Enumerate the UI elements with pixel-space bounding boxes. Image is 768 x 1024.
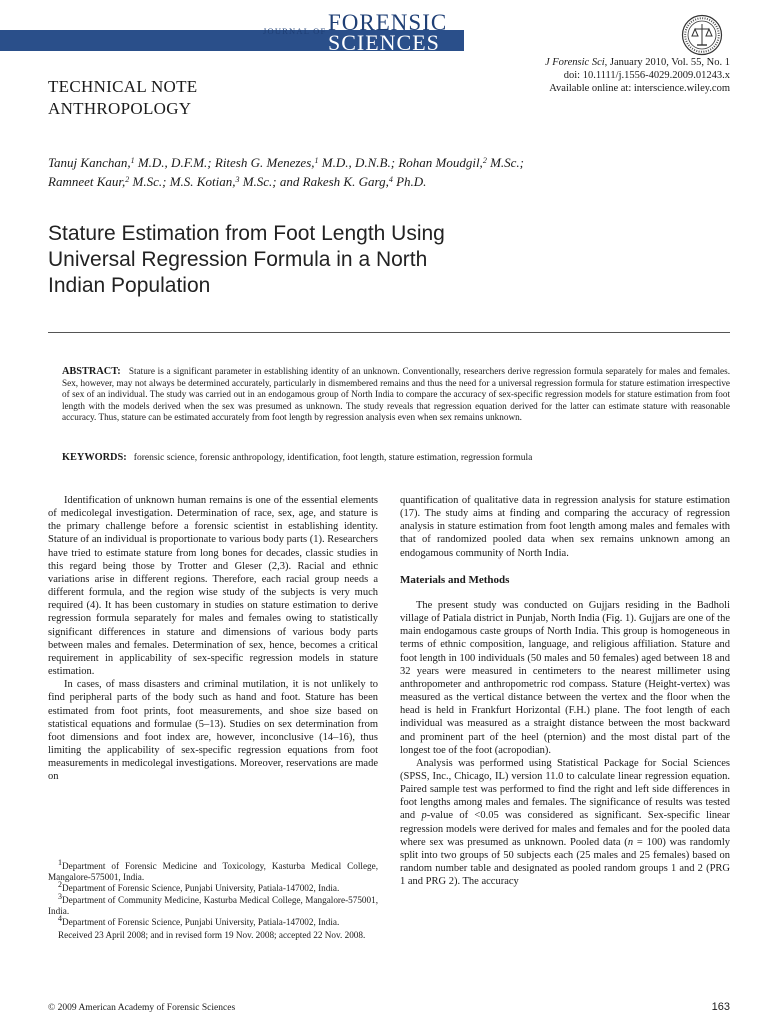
author-name: Ramneet Kaur, bbox=[48, 174, 126, 189]
journal-name-forensic: FORENSIC bbox=[328, 10, 448, 35]
affiliation-text: Department of Forensic Medicine and Toxicology, Kasturba Medical College, Mangalore-575001, India. bbox=[48, 861, 378, 883]
affiliation-note bbox=[48, 891, 378, 917]
affiliation-text: Department of Forensic Science, Punjabi University, Patiala-147002, India. bbox=[62, 917, 340, 928]
affiliation-marker: 4 bbox=[388, 175, 393, 184]
title-line: Indian Population bbox=[48, 274, 211, 297]
body-column-left bbox=[48, 494, 378, 783]
author-degrees: M.D., D.N.B.; bbox=[318, 155, 399, 170]
affiliation-marker: 2 bbox=[58, 880, 62, 890]
affiliation-note bbox=[48, 914, 378, 928]
title-divider bbox=[48, 332, 730, 333]
affiliation-marker: 2 bbox=[125, 175, 130, 184]
author-name: M.S. Kotian, bbox=[169, 174, 236, 189]
academy-seal-icon bbox=[681, 14, 723, 56]
author-list bbox=[48, 153, 738, 191]
affiliation-marker: 3 bbox=[235, 175, 240, 184]
section-discipline: ANTHROPOLOGY bbox=[48, 99, 192, 118]
paragraph: In cases, of mass disasters and criminal mutilation, it is not unlikely to find peripheral parts of the body such as hand and foot. Stature has been estimated from foot prints, foot measurements, and shoe size based on statistical equations and formulae (5–13). Studies on sex determination from foot dimensions and foot index are, however, inconclusive (14–16), thus limiting the applicability of sex-specific regression equations from foot measurements in medicolegal investigations. Moreover, reservations are made on bbox=[48, 679, 378, 783]
affiliations bbox=[48, 858, 378, 941]
article-title bbox=[48, 221, 568, 299]
received-dates: Received 23 April 2008; and in revised form 19 Nov. 2008; accepted 22 Nov. 2008. bbox=[58, 930, 366, 941]
affiliation-marker: 2 bbox=[482, 156, 487, 165]
abstract-text: Stature is a significant parameter in establishing identity of an unknown. Conventionally, researchers derive regression formula separately for males and females. Sex, however, may not always be determined accurately, particularly in dismembered remains and thus the need for a universal regression formula for stature estimation irrespective of sex of an individual. The study was carried out in an endogamous group of North India to compare the accuracy of sex-specific regression models for stature estimation from foot length with the models derived when the sex was presumed as unknown. The study reveals that regression equation derived for the latter can estimate stature with reasonable accuracy. Thus, stature can be estimated accurately from foot length by regression analysis even when sex remains unknown. bbox=[62, 366, 730, 423]
text-run: = 100) was randomly split into two groups of 50 subjects each (25 males and 25 females) based on random number table and designated as pooled random groups 1 and 2 (PRG 1 and PRG 2). The accuracy bbox=[400, 836, 730, 888]
section-type: TECHNICAL NOTE bbox=[48, 77, 198, 96]
paragraph bbox=[400, 757, 730, 889]
doi-line: doi: 10.1111/j.1556-4029.2009.01243.x bbox=[563, 70, 730, 81]
affiliation-marker: 1 bbox=[314, 156, 319, 165]
journal-prefix: JOURNAL OF bbox=[263, 26, 327, 36]
text-run: n bbox=[627, 836, 634, 848]
affiliation-marker: 3 bbox=[58, 891, 62, 901]
article-section bbox=[48, 76, 197, 120]
author-name: Tanuj Kanchan, bbox=[48, 155, 131, 170]
paragraph: The present study was conducted on Gujjars residing in the Badholi village of Patiala district in Punjab, North India (Fig. 1). Gujjars are one of the main endogamous caste groups of North India. This group is homogeneous in terms of ethnic composition, language, and religious affiliation. Stature and foot length in 100 individuals (50 males and 50 females) aged between 18 and 32 years were measured in centimeters to the nearest millimeter using anthropometer and anthropometric rod compass. Stature (Height-vertex) was measured as the vertical distance between the vertex and the floor when the head is held in Frankfurt Horizontal (F.H.) plane. The foot length of each individual was measured as a straight distance between the most backward and prominent part of the heel (pternion) and the most distal part of the longest toe of the foot (acropodian). bbox=[400, 599, 730, 756]
text-run: Analysis was performed using Statistical Package for Social Sciences (SPSS, Inc., Chicago, IL) version 11.0 to calculate linear regression equation. Paired sample test was performed to find the right and left side differences in foot lengths among males and females. The significance of results was tested and bbox=[400, 757, 730, 822]
author-degrees: Ph.D. bbox=[392, 174, 427, 189]
title-line: Universal Regression Formula in a North bbox=[48, 248, 428, 271]
title-line: Stature Estimation from Foot Length Using bbox=[48, 222, 445, 245]
affiliation-text: Department of Forensic Science, Punjabi University, Patiala-147002, India. bbox=[62, 883, 340, 894]
page-number: 163 bbox=[711, 1001, 730, 1013]
citation-block bbox=[545, 56, 730, 95]
body-column-right bbox=[400, 494, 730, 888]
online-line: Available online at: interscience.wiley.com bbox=[549, 83, 730, 94]
affiliation-note bbox=[48, 858, 378, 883]
citation-volume: , January 2010, Vol. 55, No. 1 bbox=[604, 57, 730, 68]
author-degrees: M.Sc.; and bbox=[239, 174, 303, 189]
copyright-footer: © 2009 American Academy of Forensic Sciences bbox=[48, 1003, 236, 1013]
keywords bbox=[62, 452, 730, 464]
affiliation-marker: 1 bbox=[58, 858, 62, 867]
affiliation-note bbox=[48, 880, 378, 894]
author-degrees: M.Sc.; bbox=[486, 155, 524, 170]
author-degrees: M.Sc.; bbox=[129, 174, 170, 189]
author-degrees: M.D., D.F.M.; bbox=[134, 155, 215, 170]
affiliation-text: Department of Community Medicine, Kasturba Medical College, Mangalore-575001, India. bbox=[48, 894, 378, 916]
affiliation-marker: 1 bbox=[130, 156, 135, 165]
abstract bbox=[62, 366, 730, 424]
keywords-text: forensic science, forensic anthropology, identification, foot length, stature estimation, regression formula bbox=[133, 453, 533, 463]
journal-name-sciences: SCIENCES bbox=[328, 30, 440, 55]
author-name: Rohan Moudgil, bbox=[398, 155, 483, 170]
text-run: -value of <0.05 was considered as significant. Sex-specific linear regression models were derived for males and females and for the pooled data where sex was presumed as unknown. Pooled data ( bbox=[400, 810, 730, 848]
paragraph: quantification of qualitative data in regression analysis for stature estimation (17). The study aims at finding and comparing the accuracy of regression analysis in stature estimation from foot length among males and females with that of randomized pooled data when sex remains unknown among an endogamous community of North India. bbox=[400, 495, 730, 559]
section-heading: Materials and Methods bbox=[400, 573, 510, 586]
abstract-label: ABSTRACT: bbox=[62, 366, 121, 377]
author-name: Rakesh K. Garg, bbox=[302, 174, 389, 189]
text-run: p bbox=[421, 810, 427, 822]
author-name: Ritesh G. Menezes, bbox=[214, 155, 315, 170]
citation-journal: J Forensic Sci bbox=[544, 57, 605, 68]
paragraph: Identification of unknown human remains is one of the essential elements of medicolegal investigation. Determination of race, sex, age, and stature is the primary challenge before a forensic scientist in establishing identity. Stature of an individual is proportionate to various body parts (1). Researchers have tried to estimate stature from long bones for decades, classic studies in this regard being those by Trotter and Gleser (2,3). Racial and ethnic variations arise in different regions. Therefore, each racial group needs a different formula, and the region wise study of the subjects is very much required (4). It has been customary in studies on stature estimation to derive regression formula separately for males and females owing to statistically significant differences in stature and dimensions of various body parts between males and females. Determination of sex, hence, becomes a critical requirement in applicability of sex-specific regression models in stature estimation. bbox=[48, 495, 378, 678]
affiliation-marker: 4 bbox=[58, 914, 62, 924]
keywords-label: KEYWORDS: bbox=[62, 452, 127, 463]
